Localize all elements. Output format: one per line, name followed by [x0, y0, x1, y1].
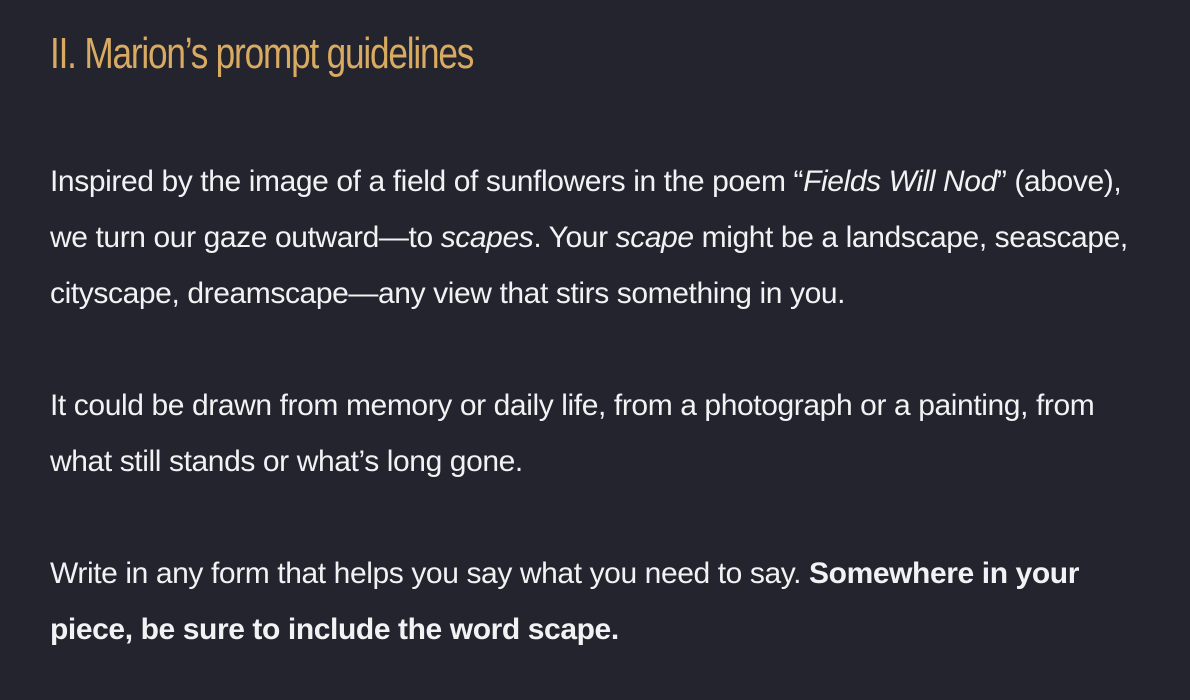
poem-title: Fields Will Nod: [803, 165, 997, 198]
section-heading: II. Marion’s prompt guidelines: [50, 29, 474, 78]
paragraph-text: might be a landscape, seascape, cityscape, dreamscape—any view that stirs something in you.: [50, 221, 1128, 310]
paragraph-instructions: [50, 546, 1150, 658]
emphasized-word-scape: scape: [615, 221, 694, 254]
paragraph-sources: It could be drawn from memory or daily life, from a photograph or a painting, from what still stands or what’s long gone.: [50, 389, 1095, 478]
paragraph-text: Write in any form that helps you say what you need to say.: [50, 557, 810, 590]
paragraph-inspiration: [50, 154, 1150, 322]
paragraph-text: . Your: [533, 221, 616, 254]
paragraph-text: Inspired by the image of a field of sunflowers in the poem “: [50, 165, 804, 198]
emphasized-word-scapes: scapes: [440, 221, 534, 254]
paragraph-text: ” (above), we turn our gaze outward—to: [50, 165, 1122, 254]
bold-requirement: Somewhere in your piece, be sure to include the word scape.: [50, 557, 1079, 646]
